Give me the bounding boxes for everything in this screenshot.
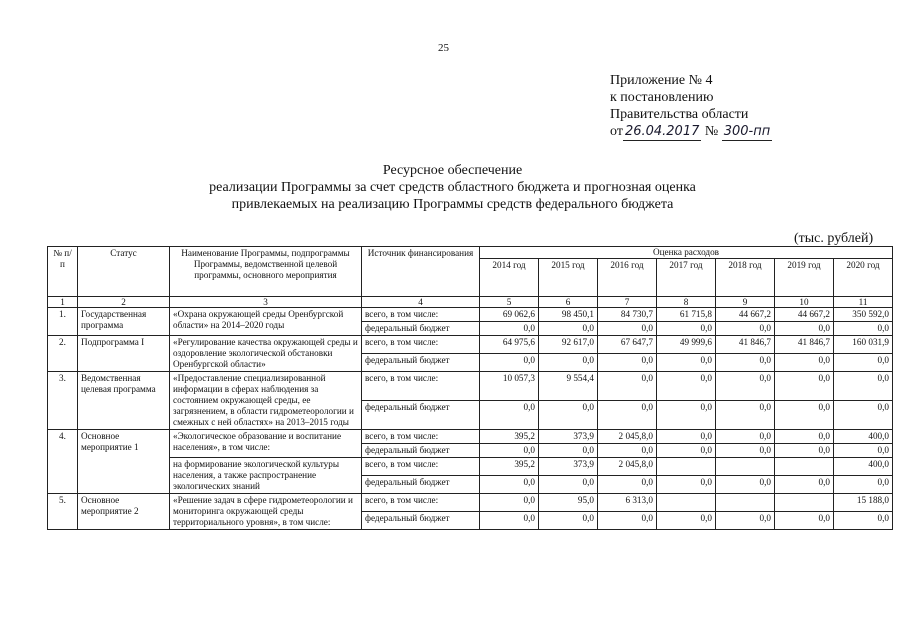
- row-value: 44 667,2: [716, 308, 775, 322]
- column-index: 9: [716, 297, 775, 308]
- row-value: 0,0: [539, 512, 598, 530]
- row-value: 0,0: [598, 354, 657, 372]
- row-value: 0,0: [657, 476, 716, 494]
- row-name: на формирование экологической культуры населения, а также распространение экологических знаний: [170, 458, 362, 494]
- row-value: 0,0: [834, 512, 893, 530]
- row-value: 0,0: [480, 444, 539, 458]
- row-status: Подпрограмма I: [78, 336, 170, 372]
- row-value: 0,0: [480, 322, 539, 336]
- header-name: Наименование Программы, подпрограммы Программы, ведомственной целевой программы, основного мероприятия: [170, 247, 362, 297]
- number-prefix: №: [704, 124, 719, 139]
- row-value: 0,0: [716, 372, 775, 401]
- units-label: (тыс. рублей): [794, 231, 874, 246]
- handwritten-number: 300-пп: [723, 124, 771, 139]
- row-value: 0,0: [775, 444, 834, 458]
- row-source: федеральный бюджет: [362, 444, 480, 458]
- title-line-2: реализации Программы за счет средств областного бюджета и прогнозная оценка: [209, 180, 696, 195]
- header-year: 2015 год: [539, 259, 598, 297]
- header-num: № п/п: [48, 247, 78, 297]
- row-value: 0,0: [716, 512, 775, 530]
- row-source: всего, в том числе:: [362, 336, 480, 354]
- column-index: 10: [775, 297, 834, 308]
- row-value: 0,0: [598, 322, 657, 336]
- title-line-1: Ресурсное обеспечение: [382, 163, 523, 178]
- row-value: 0,0: [716, 322, 775, 336]
- row-value: 0,0: [775, 512, 834, 530]
- column-index: 6: [539, 297, 598, 308]
- header-source: Источник финансирования: [362, 247, 480, 297]
- header-estimate: Оценка расходов: [480, 247, 893, 259]
- table-row: [48, 308, 893, 322]
- title-line-3: привлекаемых на реализацию Программы средств федерального бюджета: [231, 197, 674, 212]
- row-value: 0,0: [539, 401, 598, 430]
- header-status: Статус: [78, 247, 170, 297]
- row-value: 0,0: [598, 512, 657, 530]
- row-value: 0,0: [539, 444, 598, 458]
- header-year: 2017 год: [657, 259, 716, 297]
- row-value: 395,2: [480, 458, 539, 476]
- row-value: 0,0: [598, 401, 657, 430]
- row-value: [657, 458, 716, 476]
- header-year: 2018 год: [716, 259, 775, 297]
- row-value: 0,0: [834, 401, 893, 430]
- page-number: 25: [438, 42, 449, 54]
- header-year: 2020 год: [834, 259, 893, 297]
- row-value: 0,0: [539, 476, 598, 494]
- row-value: 0,0: [598, 476, 657, 494]
- row-status: Основное мероприятие 1: [78, 430, 170, 494]
- row-value: 0,0: [657, 354, 716, 372]
- row-source: федеральный бюджет: [362, 322, 480, 336]
- row-value: 0,0: [480, 354, 539, 372]
- column-index: 2: [78, 297, 170, 308]
- header-year: 2016 год: [598, 259, 657, 297]
- row-value: 0,0: [657, 444, 716, 458]
- row-value: 10 057,3: [480, 372, 539, 401]
- row-status: Ведомственная целевая программа: [78, 372, 170, 430]
- row-value: 0,0: [539, 322, 598, 336]
- row-value: 0,0: [657, 322, 716, 336]
- row-value: 69 062,6: [480, 308, 539, 322]
- row-value: 0,0: [775, 401, 834, 430]
- column-index: 8: [657, 297, 716, 308]
- row-value: 0,0: [775, 354, 834, 372]
- column-index: 3: [170, 297, 362, 308]
- row-value: 0,0: [834, 444, 893, 458]
- row-value: 61 715,8: [657, 308, 716, 322]
- from-prefix: от: [610, 124, 623, 139]
- row-value: 0,0: [598, 372, 657, 401]
- row-value: 373,9: [539, 458, 598, 476]
- row-value: 0,0: [539, 354, 598, 372]
- row-value: 9 554,4: [539, 372, 598, 401]
- appendix-line-1: Приложение № 4: [610, 73, 713, 88]
- row-number: 1.: [48, 308, 78, 336]
- table-body: [48, 297, 893, 530]
- row-value: [716, 494, 775, 512]
- row-value: 0,0: [834, 354, 893, 372]
- row-source: федеральный бюджет: [362, 476, 480, 494]
- row-number: 5.: [48, 494, 78, 530]
- document-title: [0, 162, 905, 213]
- row-value: 0,0: [775, 372, 834, 401]
- row-value: 0,0: [775, 322, 834, 336]
- row-name: «Решение задач в сфере гидрометеорологии и мониторинга окружающей среды территориального уровня», в том числе:: [170, 494, 362, 530]
- row-name: «Экологическое образование и воспитание населения», в том числе:: [170, 430, 362, 458]
- column-index: 11: [834, 297, 893, 308]
- row-source: федеральный бюджет: [362, 354, 480, 372]
- column-index: 7: [598, 297, 657, 308]
- row-name: «Регулирование качества окружающей среды и оздоровление экологической обстановки Оренбургской области»: [170, 336, 362, 372]
- row-value: 95,0: [539, 494, 598, 512]
- row-value: 0,0: [598, 444, 657, 458]
- header-year: 2019 год: [775, 259, 834, 297]
- row-source: всего, в том числе:: [362, 458, 480, 476]
- row-value: 0,0: [657, 512, 716, 530]
- row-value: 0,0: [775, 476, 834, 494]
- row-name: «Предоставление специализированной информации в сферах наблюдения за состоянием окружающей среды, ее загрязнением, в области гидрометеорологии и смежных с ней областях» на 2013–2015 годы: [170, 372, 362, 430]
- appendix-header: [610, 72, 772, 141]
- appendix-date-line: [610, 123, 772, 141]
- row-value: 98 450,1: [539, 308, 598, 322]
- row-value: 0,0: [716, 476, 775, 494]
- row-value: 0,0: [716, 430, 775, 444]
- appendix-line-2: к постановлению: [610, 90, 714, 105]
- row-number: 2.: [48, 336, 78, 372]
- row-value: 0,0: [480, 476, 539, 494]
- header-year: 2014 год: [480, 259, 539, 297]
- column-index: 5: [480, 297, 539, 308]
- row-value: 395,2: [480, 430, 539, 444]
- row-value: 0,0: [657, 401, 716, 430]
- row-source: всего, в том числе:: [362, 494, 480, 512]
- table-row: [48, 372, 893, 401]
- row-value: 92 617,0: [539, 336, 598, 354]
- row-source: всего, в том числе:: [362, 308, 480, 322]
- row-value: 0,0: [834, 476, 893, 494]
- row-source: федеральный бюджет: [362, 512, 480, 530]
- row-source: федеральный бюджет: [362, 401, 480, 430]
- row-value: 41 846,7: [716, 336, 775, 354]
- row-source: всего, в том числе:: [362, 430, 480, 444]
- row-value: 15 188,0: [834, 494, 893, 512]
- row-number: 3.: [48, 372, 78, 430]
- row-value: 0,0: [657, 372, 716, 401]
- row-value: 350 592,0: [834, 308, 893, 322]
- row-value: 160 031,9: [834, 336, 893, 354]
- row-value: 0,0: [716, 444, 775, 458]
- row-value: 49 999,6: [657, 336, 716, 354]
- row-value: 67 647,7: [598, 336, 657, 354]
- row-name: «Охрана окружающей среды Оренбургской области» на 2014–2020 годы: [170, 308, 362, 336]
- row-value: 0,0: [657, 430, 716, 444]
- row-value: 400,0: [834, 458, 893, 476]
- table-row: [48, 336, 893, 354]
- row-value: 41 846,7: [775, 336, 834, 354]
- row-source: всего, в том числе:: [362, 372, 480, 401]
- row-value: 0,0: [834, 322, 893, 336]
- table-row: [48, 430, 893, 444]
- appendix-line-3: Правительства области: [610, 107, 749, 122]
- row-value: [657, 494, 716, 512]
- row-value: 6 313,0: [598, 494, 657, 512]
- row-value: 0,0: [480, 494, 539, 512]
- row-value: [716, 458, 775, 476]
- row-value: [775, 494, 834, 512]
- resource-table: [47, 246, 893, 530]
- column-index: 4: [362, 297, 480, 308]
- row-value: 0,0: [480, 401, 539, 430]
- row-status: Основное мероприятие 2: [78, 494, 170, 530]
- row-value: 0,0: [480, 512, 539, 530]
- row-value: 373,9: [539, 430, 598, 444]
- table-row: [48, 494, 893, 512]
- column-index: 1: [48, 297, 78, 308]
- row-value: 0,0: [716, 354, 775, 372]
- row-value: [775, 458, 834, 476]
- row-value: 400,0: [834, 430, 893, 444]
- row-value: 0,0: [716, 401, 775, 430]
- row-value: 64 975,6: [480, 336, 539, 354]
- row-value: 0,0: [775, 430, 834, 444]
- row-status: Государственная программа: [78, 308, 170, 336]
- table-row: [48, 458, 893, 476]
- row-number: 4.: [48, 430, 78, 494]
- row-value: 0,0: [834, 372, 893, 401]
- row-value: 44 667,2: [775, 308, 834, 322]
- row-value: 2 045,8,0: [598, 430, 657, 444]
- row-value: 2 045,8,0: [598, 458, 657, 476]
- handwritten-date: 26.04.2017: [624, 124, 700, 139]
- column-index-row: [48, 297, 893, 308]
- row-value: 84 730,7: [598, 308, 657, 322]
